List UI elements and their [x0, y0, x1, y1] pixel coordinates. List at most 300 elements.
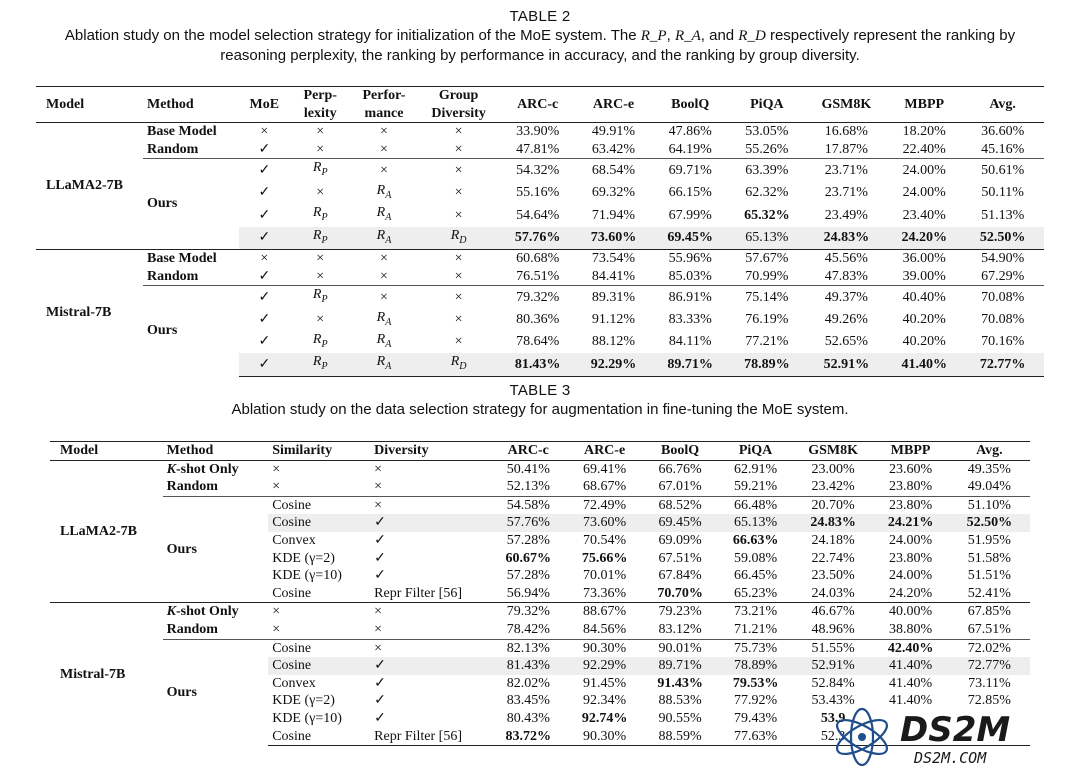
- table2-header-row: [36, 87, 1044, 123]
- watermark-brand: DS2M: [900, 710, 1011, 750]
- similarity-cell: ×: [272, 461, 281, 477]
- value-cell: 51.58%: [967, 550, 1011, 566]
- diversity-cell: ×: [417, 286, 501, 309]
- value-cell: 82.13%: [490, 639, 566, 657]
- value-cell: 54.58%: [490, 496, 566, 514]
- value-cell: 70.01%: [582, 568, 627, 584]
- value-cell: 57.28%: [506, 532, 550, 548]
- col-perplexity: Perp- lexity: [289, 87, 351, 123]
- value-cell: 24.00%: [887, 159, 961, 182]
- diversity-cell: ×: [370, 639, 490, 657]
- col-performance: Perfor- mance: [351, 87, 416, 123]
- value-cell: 80.43%: [506, 710, 550, 726]
- value-cell: 89.31%: [575, 286, 653, 309]
- col-piqa: PiQA: [717, 442, 793, 461]
- value-cell: 66.76%: [658, 461, 702, 477]
- col-arcc: ARC-c: [501, 87, 575, 123]
- value-cell: 66.45%: [733, 568, 778, 584]
- value-cell: 90.30%: [566, 639, 642, 657]
- value-cell: 46.67%: [794, 603, 873, 621]
- value-cell: 70.16%: [981, 334, 1025, 350]
- value-cell: 40.40%: [887, 286, 961, 309]
- value-cell: 79.32%: [501, 286, 575, 309]
- value-cell: 45.16%: [981, 141, 1025, 157]
- model-cell: LLaMA2-7B: [46, 178, 123, 194]
- col-mbpp: MBPP: [872, 442, 948, 461]
- method-cell: K-shot Only: [163, 603, 269, 621]
- value-cell: 57.67%: [728, 249, 806, 267]
- diversity-cell: Repr Filter [56]: [370, 728, 490, 746]
- value-cell: 91.12%: [591, 311, 636, 327]
- method-cell: Ours: [143, 159, 239, 250]
- value-cell: 68.54%: [575, 159, 653, 182]
- value-cell: 40.00%: [872, 603, 948, 621]
- col-boolq: BoolQ: [652, 87, 728, 123]
- value-cell: 41.40%: [889, 675, 933, 691]
- table3-caption-text: Ablation study on the data selection strategy for augmentation in fine-tuning the MoE system.: [231, 401, 849, 418]
- diversity-cell: ✓: [374, 693, 386, 709]
- value-cell: 70.08%: [961, 286, 1044, 309]
- performance-cell: $R_A$: [376, 309, 392, 328]
- value-cell: 23.42%: [811, 479, 855, 495]
- value-cell: 88.59%: [643, 728, 718, 746]
- value-cell: 40.20%: [902, 311, 946, 327]
- diversity-cell: ✓: [370, 514, 490, 532]
- diversity-cell: ×: [374, 621, 383, 637]
- value-cell: 50.11%: [981, 185, 1024, 201]
- value-cell: 24.20%: [889, 585, 933, 601]
- value-cell: 78.42%: [506, 621, 550, 637]
- value-cell: 79.43%: [733, 710, 778, 726]
- value-cell: 69.41%: [582, 461, 627, 477]
- perplexity-cell: ×: [316, 268, 325, 284]
- value-cell: 65.13%: [728, 227, 806, 250]
- value-cell: 73.11%: [968, 675, 1011, 691]
- value-cell: 70.54%: [582, 532, 627, 548]
- value-cell: 38.80%: [889, 621, 933, 637]
- value-cell: 73.21%: [717, 603, 793, 621]
- diversity-cell: ×: [374, 461, 383, 477]
- col-arcc: ARC-c: [490, 442, 566, 461]
- table-row: [36, 159, 1044, 182]
- table-row: [36, 286, 1044, 309]
- value-cell: 88.12%: [591, 334, 636, 350]
- value-cell: 45.56%: [806, 249, 888, 267]
- value-cell: 51.95%: [967, 532, 1011, 548]
- value-cell: 36.00%: [887, 249, 961, 267]
- similarity-cell: Cosine: [268, 657, 370, 675]
- col-diversity: Diversity: [370, 442, 490, 461]
- moe-cell: ✓: [258, 185, 271, 201]
- method-cell: K-shot Only: [166, 461, 239, 477]
- moe-cell: ✓: [258, 334, 271, 350]
- value-cell: 88.67%: [566, 603, 642, 621]
- table-row: [50, 639, 1030, 657]
- table-row: [36, 249, 1044, 267]
- col-gsm8k: GSM8K: [794, 442, 873, 461]
- value-cell: 66.15%: [668, 185, 712, 201]
- value-cell: 52.84%: [811, 675, 855, 691]
- value-cell: 51.55%: [794, 639, 873, 657]
- performance-cell: ×: [380, 141, 388, 157]
- moe-cell: ✓: [239, 159, 289, 182]
- value-cell: 52.50%: [949, 514, 1030, 532]
- value-cell: 86.91%: [652, 286, 728, 309]
- value-cell: 50.61%: [961, 159, 1044, 182]
- value-cell: 84.41%: [591, 268, 636, 284]
- value-cell: 24.00%: [889, 568, 933, 584]
- table-row: [50, 603, 1030, 621]
- perplexity-cell: $R_P$: [312, 205, 328, 223]
- similarity-cell: Convex: [272, 675, 316, 691]
- method-cell: Random: [147, 268, 199, 284]
- value-cell: 48.96%: [811, 621, 855, 637]
- moe-cell: ✓: [258, 141, 271, 157]
- value-cell: 67.99%: [668, 207, 712, 223]
- value-cell: 52.13%: [506, 479, 550, 495]
- value-cell: 52.91%: [794, 657, 873, 675]
- value-cell: 47.83%: [824, 268, 868, 284]
- moe-cell: ✓: [258, 268, 271, 284]
- col-model: Model: [36, 87, 143, 123]
- value-cell: 71.94%: [591, 207, 636, 223]
- value-cell: 85.03%: [668, 268, 712, 284]
- col-similarity: Similarity: [268, 442, 370, 461]
- value-cell: 67.51%: [967, 621, 1011, 637]
- value-cell: 84.56%: [582, 621, 627, 637]
- perplexity-cell: $R_P$: [312, 331, 328, 350]
- value-cell: 82.02%: [506, 675, 550, 691]
- value-cell: 69.09%: [658, 532, 702, 548]
- table3-header-row: [50, 442, 1030, 461]
- value-cell: 73.60%: [575, 227, 653, 250]
- value-cell: 79.23%: [643, 603, 718, 621]
- similarity-cell: Convex: [272, 532, 316, 548]
- value-cell: 81.43%: [501, 353, 575, 376]
- table2: [36, 86, 1044, 377]
- value-cell: 50.41%: [506, 461, 550, 477]
- value-cell: 54.64%: [516, 207, 560, 223]
- value-cell: 83.33%: [668, 311, 712, 327]
- value-cell: 24.83%: [806, 227, 888, 250]
- perplexity-cell: $R_P$: [289, 227, 351, 250]
- value-cell: 49.91%: [591, 124, 636, 140]
- value-cell: 24.21%: [872, 514, 948, 532]
- value-cell: 90.30%: [566, 728, 642, 746]
- diversity-cell: ×: [370, 496, 490, 514]
- value-cell: 47.86%: [668, 124, 712, 140]
- diversity-cell: ×: [454, 124, 463, 140]
- value-cell: 67.01%: [658, 479, 702, 495]
- value-cell: 59.08%: [733, 550, 778, 566]
- performance-cell: $R_A$: [376, 205, 392, 223]
- value-cell: 18.20%: [902, 124, 946, 140]
- similarity-cell: KDE (γ=2): [272, 693, 335, 709]
- method-cell: Ours: [143, 286, 239, 377]
- method-cell: Base Model: [147, 124, 217, 140]
- value-cell: 75.73%: [717, 639, 793, 657]
- value-cell: 83.12%: [658, 621, 702, 637]
- value-cell: 49.37%: [806, 286, 888, 309]
- value-cell: 83.45%: [506, 693, 550, 709]
- value-cell: 24.00%: [889, 532, 933, 548]
- moe-cell: ✓: [239, 286, 289, 309]
- performance-cell: $R_A$: [376, 182, 392, 201]
- perplexity-cell: $R_P$: [289, 286, 351, 309]
- value-cell: 79.53%: [732, 675, 779, 691]
- col-piqa: PiQA: [728, 87, 806, 123]
- performance-cell: $R_A$: [351, 227, 416, 250]
- diversity-cell: ×: [454, 207, 463, 223]
- similarity-cell: Cosine: [268, 496, 370, 514]
- value-cell: 72.49%: [566, 496, 642, 514]
- col-arce: ARC-e: [575, 87, 653, 123]
- value-cell: 17.87%: [824, 141, 868, 157]
- similarity-cell: Cosine: [268, 728, 370, 746]
- value-cell: 67.51%: [658, 550, 702, 566]
- value-cell: 53.9: [820, 710, 846, 726]
- value-cell: 65.32%: [744, 207, 790, 223]
- value-cell: 78.89%: [717, 657, 793, 675]
- value-cell: 67.29%: [981, 268, 1025, 284]
- moe-cell: ✓: [258, 311, 271, 327]
- value-cell: 23.71%: [806, 159, 888, 182]
- value-cell: 91.45%: [582, 675, 627, 691]
- col-avg: Avg.: [961, 87, 1044, 123]
- value-cell: 53.05%: [745, 124, 789, 140]
- col-arce: ARC-e: [566, 442, 642, 461]
- method-cell: Random: [166, 479, 218, 495]
- value-cell: 60.68%: [501, 249, 575, 267]
- diversity-cell: ✓: [374, 568, 386, 584]
- moe-cell: ✓: [258, 207, 271, 223]
- value-cell: 24.20%: [887, 227, 961, 250]
- value-cell: 47.81%: [516, 141, 560, 157]
- value-cell: 41.40%: [887, 353, 961, 376]
- value-cell: 55.16%: [516, 185, 560, 201]
- diversity-cell: ×: [417, 249, 501, 267]
- diversity-cell: ×: [454, 334, 463, 350]
- value-cell: 72.77%: [961, 353, 1044, 376]
- value-cell: 53.43%: [811, 693, 855, 709]
- table2-label: TABLE 2: [509, 8, 571, 25]
- value-cell: 42.40%: [872, 639, 948, 657]
- diversity-cell: ✓: [374, 550, 386, 566]
- col-method: Method: [143, 87, 239, 123]
- value-cell: 55.96%: [652, 249, 728, 267]
- perplexity-cell: ×: [316, 311, 325, 327]
- value-cell: 70.08%: [981, 311, 1025, 327]
- value-cell: 23.50%: [811, 568, 855, 584]
- value-cell: 69.45%: [643, 514, 718, 532]
- diversity-cell: ×: [454, 311, 463, 327]
- similarity-cell: KDE (γ=10): [272, 568, 342, 584]
- moe-cell: ×: [260, 124, 269, 140]
- diversity-cell: ✓: [370, 657, 490, 675]
- value-cell: 20.70%: [794, 496, 873, 514]
- table-row: [36, 141, 1044, 159]
- value-cell: 90.01%: [643, 639, 718, 657]
- value-cell: 92.74%: [581, 710, 628, 726]
- value-cell: 59.21%: [733, 479, 778, 495]
- value-cell: 91.43%: [657, 675, 703, 691]
- value-cell: 66.48%: [717, 496, 793, 514]
- perplexity-cell: ×: [316, 185, 325, 201]
- value-cell: 23.80%: [872, 496, 948, 514]
- value-cell: 92.29%: [575, 353, 653, 376]
- value-cell: 73.60%: [566, 514, 642, 532]
- value-cell: 54.32%: [501, 159, 575, 182]
- value-cell: 88.53%: [658, 693, 702, 709]
- value-cell: 70.70%: [657, 585, 703, 601]
- col-gsm8k: GSM8K: [806, 87, 888, 123]
- similarity-cell: ×: [272, 479, 281, 495]
- value-cell: 68.67%: [582, 479, 627, 495]
- value-cell: 84.11%: [668, 334, 712, 350]
- ra-symbol: R_A: [674, 28, 701, 44]
- diversity-cell: ×: [370, 603, 490, 621]
- value-cell: 49.04%: [967, 479, 1011, 495]
- value-cell: 49.26%: [824, 311, 868, 327]
- method-cell: Ours: [163, 496, 269, 603]
- value-cell: 71.21%: [733, 621, 778, 637]
- table-row: [50, 496, 1030, 514]
- perplexity-cell: ×: [316, 124, 325, 140]
- value-cell: 73.36%: [582, 585, 627, 601]
- diversity-cell: $R_D$: [417, 353, 501, 376]
- col-group-diversity: Group Diversity: [417, 87, 501, 123]
- diversity-cell: ×: [454, 268, 463, 284]
- value-cell: 57.76%: [501, 227, 575, 250]
- table3: [50, 441, 1030, 746]
- value-cell: 77.63%: [717, 728, 793, 746]
- diversity-cell: ✓: [374, 532, 386, 548]
- perplexity-cell: ×: [289, 249, 351, 267]
- performance-cell: ×: [380, 124, 388, 140]
- value-cell: 90.55%: [658, 710, 702, 726]
- similarity-cell: Cosine: [268, 514, 370, 532]
- col-avg: Avg.: [949, 442, 1030, 461]
- value-cell: 23.80%: [889, 479, 933, 495]
- value-cell: 41.40%: [889, 693, 933, 709]
- table-row: [36, 268, 1044, 286]
- similarity-cell: Cosine: [268, 639, 370, 657]
- diversity-cell: ×: [454, 185, 463, 201]
- value-cell: 24.18%: [811, 532, 855, 548]
- value-cell: 77.92%: [733, 693, 778, 709]
- value-cell: 69.32%: [591, 185, 636, 201]
- atom-logo-icon: [830, 705, 1060, 769]
- value-cell: 24.00%: [902, 185, 946, 201]
- perplexity-cell: ×: [316, 141, 325, 157]
- rd-symbol: R_D: [738, 28, 766, 44]
- value-cell: 23.49%: [824, 207, 868, 223]
- value-cell: 89.71%: [652, 353, 728, 376]
- value-cell: 67.84%: [658, 568, 702, 584]
- value-cell: 33.90%: [516, 124, 560, 140]
- value-cell: 54.90%: [961, 249, 1044, 267]
- method-cell: Random: [166, 621, 218, 637]
- value-cell: 51.13%: [981, 207, 1025, 223]
- value-cell: 72.02%: [949, 639, 1030, 657]
- perplexity-cell: $R_P$: [289, 353, 351, 376]
- value-cell: 78.64%: [516, 334, 560, 350]
- value-cell: 41.40%: [872, 657, 948, 675]
- value-cell: 22.40%: [902, 141, 946, 157]
- col-boolq: BoolQ: [643, 442, 718, 461]
- col-method: Method: [163, 442, 269, 461]
- diversity-cell: $R_D$: [417, 227, 501, 250]
- value-cell: 75.66%: [581, 550, 628, 566]
- table-row: [50, 460, 1030, 478]
- value-cell: 23.40%: [902, 207, 946, 223]
- value-cell: 69.71%: [652, 159, 728, 182]
- col-moe: MoE: [239, 87, 289, 123]
- model-cell: Mistral-7B: [36, 249, 143, 376]
- value-cell: 62.91%: [733, 461, 778, 477]
- value-cell: 70.99%: [745, 268, 789, 284]
- ds2m-watermark: [830, 705, 1060, 769]
- table-row: [36, 123, 1044, 141]
- value-cell: 64.19%: [668, 141, 712, 157]
- value-cell: 75.14%: [728, 286, 806, 309]
- value-cell: 66.63%: [732, 532, 779, 548]
- value-cell: 62.32%: [745, 185, 789, 201]
- diversity-cell: Repr Filter [56]: [374, 585, 463, 601]
- value-cell: 80.36%: [516, 311, 560, 327]
- table2-caption: [0, 7, 1080, 65]
- value-cell: 76.19%: [745, 311, 789, 327]
- value-cell: 52.91%: [806, 353, 888, 376]
- value-cell: 52.50%: [961, 227, 1044, 250]
- perplexity-cell: $R_P$: [289, 159, 351, 182]
- method-cell: Random: [147, 141, 199, 157]
- value-cell: 51.10%: [949, 496, 1030, 514]
- value-cell: 23.60%: [889, 461, 933, 477]
- value-cell: 57.28%: [506, 568, 550, 584]
- table3-label: TABLE 3: [509, 382, 571, 399]
- value-cell: 89.71%: [643, 657, 718, 675]
- value-cell: 49.35%: [967, 461, 1011, 477]
- similarity-cell: ×: [272, 621, 281, 637]
- diversity-cell: ✓: [374, 710, 386, 726]
- value-cell: 23.71%: [824, 185, 868, 201]
- watermark-site: DS2M.COM: [914, 749, 987, 767]
- col-model: Model: [50, 442, 163, 461]
- model-cell: LLaMA2-7B: [60, 523, 137, 539]
- model-cell: Mistral-7B: [50, 603, 163, 746]
- value-cell: 55.26%: [745, 141, 789, 157]
- value-cell: 92.34%: [582, 693, 627, 709]
- performance-cell: ×: [351, 249, 416, 267]
- value-cell: 24.03%: [811, 585, 855, 601]
- moe-cell: ×: [239, 249, 289, 267]
- table-row: [50, 621, 1030, 639]
- value-cell: 72.85%: [967, 693, 1011, 709]
- value-cell: 81.43%: [490, 657, 566, 675]
- table2-caption-line1: Ablation study on the model selection strategy for initialization of the MoE system. The R_P, R_A, and R_D respectively represent the ranking by: [64, 27, 1016, 44]
- diversity-cell: ✓: [374, 675, 386, 691]
- value-cell: 52.3: [794, 728, 873, 746]
- value-cell: 69.45%: [652, 227, 728, 250]
- value-cell: 73.54%: [575, 249, 653, 267]
- value-cell: 78.89%: [728, 353, 806, 376]
- moe-cell: ✓: [239, 353, 289, 376]
- diversity-cell: ×: [454, 141, 463, 157]
- value-cell: 65.13%: [717, 514, 793, 532]
- value-cell: 60.67%: [505, 550, 552, 566]
- value-cell: 92.29%: [566, 657, 642, 675]
